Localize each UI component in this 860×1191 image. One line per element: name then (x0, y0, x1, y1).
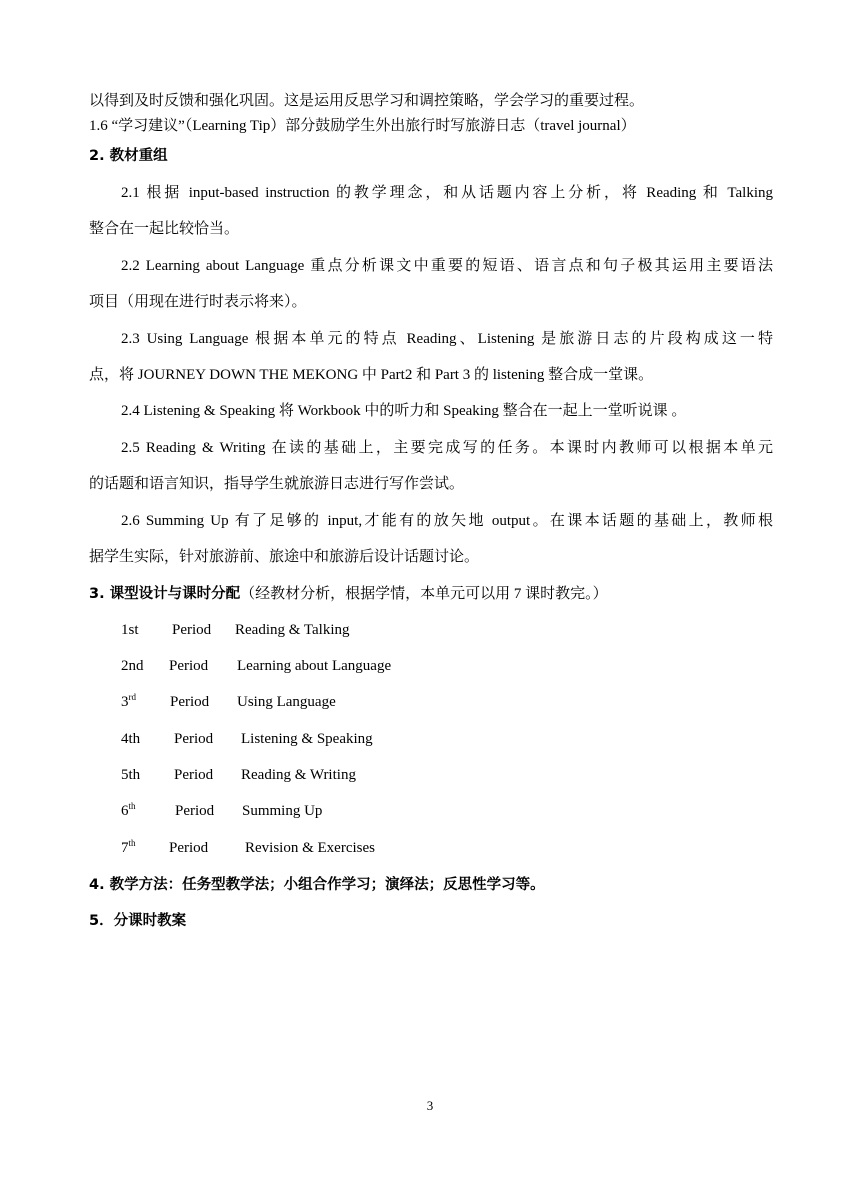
period-number: 6th (121, 801, 136, 819)
period-title: Learning about Language (237, 658, 392, 674)
period-title: Reading & Writing (241, 767, 356, 783)
period-word: Period (174, 731, 214, 747)
period-word: Period (169, 658, 209, 674)
period-title: Using Language (237, 694, 336, 710)
paragraph-2-2-line-2: 项目（用现在进行时表示将来）。 (89, 294, 307, 310)
section-2-heading: 2. 教材重组 (89, 148, 168, 164)
paragraph-2-5-line-1: 2.5 Reading & Writing 在读的基础上，主要完成写的任务。本课时内教师可以根据本单元 (121, 440, 773, 456)
paragraph-2-6-line-2: 据学生实际，针对旅游前、旅途中和旅游后设计话题讨论。 (89, 549, 480, 565)
period-word: Period (175, 803, 215, 819)
period-title: Revision & Exercises (245, 840, 375, 856)
period-number: 1st (121, 622, 139, 638)
period-number: 2nd (121, 658, 144, 674)
page-number: 3 (426, 1098, 434, 1113)
paragraph-2-6-line-1: 2.6 Summing Up 有了足够的 input,才能有的放矢地 output。在课本话题的基础上，教师根 (121, 513, 773, 529)
section-4-heading: 4. 教学方法：任务型教学法；小组合作学习；演绎法；反思性学习等。 (89, 877, 545, 893)
section-3-note: （经教材分析，根据学情，本单元可以用 7 课时教完。） (240, 586, 608, 602)
period-word: Period (172, 622, 212, 638)
period-number: 4th (121, 731, 141, 747)
paragraph-2-1-line-1: 2.1 根据 input-based instruction 的教学理念，和从话题内容上分析，将 Reading 和 Talking (121, 185, 773, 201)
section-5-heading: 5．分课时教案 (89, 913, 187, 929)
period-title: Summing Up (242, 803, 323, 819)
paragraph-2-5-line-2: 的话题和语言知识，指导学生就旅游日志进行写作尝试。 (89, 476, 465, 492)
section-3-heading: 3. 课型设计与课时分配 (89, 586, 241, 602)
period-word: Period (169, 840, 209, 856)
paragraph-2-4: 2.4 Listening & Speaking 将 Workbook 中的听力和 Speaking 整合在一起上一堂听说课 。 (121, 403, 687, 419)
paragraph-2-3-line-1: 2.3 Using Language 根据本单元的特点 Reading、Listening 是旅游日志的片段构成这一特 (121, 331, 773, 347)
paragraph-2-3-line-2: 点，将 JOURNEY DOWN THE MEKONG 中 Part2 和 Part 3 的 listening 整合成一堂课。 (89, 367, 654, 383)
period-title: Listening & Speaking (241, 731, 373, 747)
period-number: 7th (121, 838, 136, 856)
period-word: Period (170, 694, 210, 710)
intro-continuation-line: 以得到及时反馈和强化巩固。这是运用反思学习和调控策略，学会学习的重要过程。 (89, 93, 645, 109)
period-word: Period (174, 767, 214, 783)
period-number: 5th (121, 767, 141, 783)
item-1-6: 1.6 “学习建议”（Learning Tip）部分鼓励学生外出旅行时写旅游日志（travel journal） (89, 118, 636, 134)
paragraph-2-2-line-1: 2.2 Learning about Language 重点分析课文中重要的短语、语言点和句子极其运用主要语法 (121, 258, 773, 274)
period-number: 3rd (121, 692, 136, 710)
section-3-heading-line (89, 584, 608, 604)
paragraph-2-1-line-2: 整合在一起比较恰当。 (89, 221, 240, 237)
period-title: Reading & Talking (235, 622, 350, 638)
